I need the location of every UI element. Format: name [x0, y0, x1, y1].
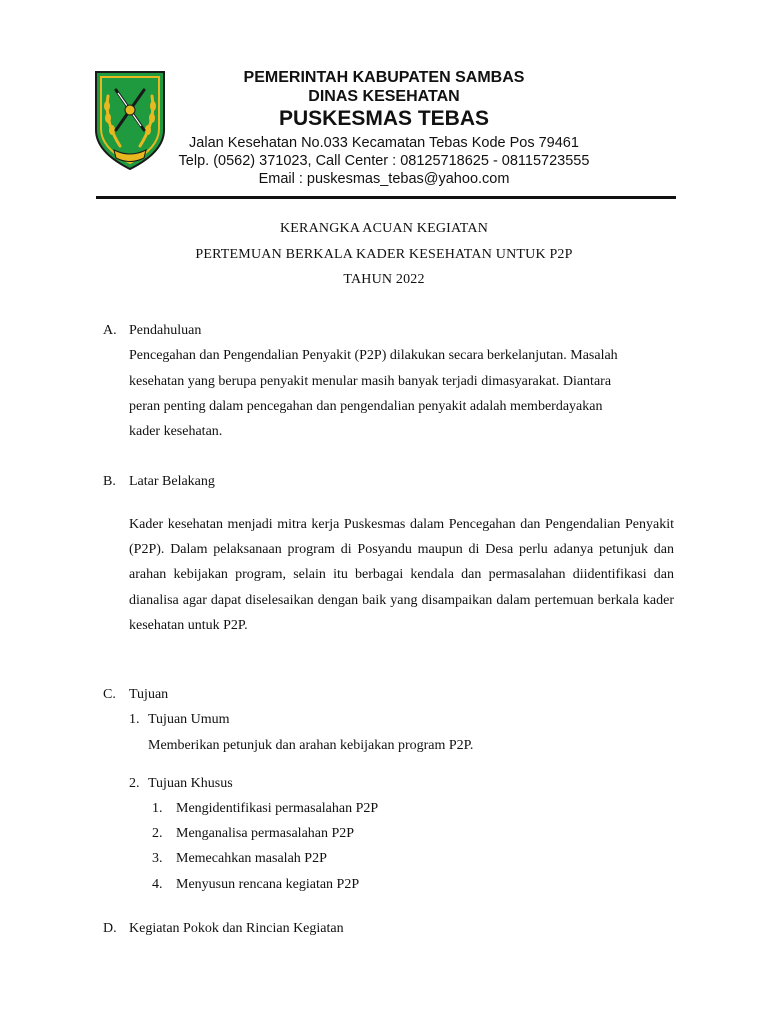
- letterhead-phone: Telp. (0562) 371023, Call Center : 08125718625 - 08115723555: [178, 153, 590, 169]
- section-b-paragraph: Kader kesehatan menjadi mitra kerja Puskesmas dalam Pencegahan dan Pengendalian Penyakit (P2P). Dalam pelaksanaan program di Posyandu maupun di Desa perlu adanya petunjuk dan arahan kebijakan program, selain itu berbagai kendala dan permasalahan diidentifikasi dan dianalisa agar dapat diselesaikan dengan baik yang disampaikan dalam pertemuan berkala kader kesehatan untuk P2P.: [129, 517, 674, 633]
- tujuan-khusus-item-number: 4.: [152, 877, 163, 892]
- section-a-line-2: kesehatan yang berupa penyakit menular masih banyak terjadi dimasyarakat. Diantara: [129, 374, 612, 389]
- section-a-letter: A.: [103, 323, 117, 338]
- tujuan-khusus-number: 2.: [129, 776, 140, 791]
- tujuan-umum-text: Memberikan petunjuk dan arahan kebijakan program P2P.: [148, 738, 474, 753]
- section-a-line-3: peran penting dalam pencegahan dan pengendalian penyakit adalah memberdayakan: [129, 399, 603, 414]
- tujuan-khusus-item-text: Menyusun rencana kegiatan P2P: [176, 877, 360, 892]
- document-title-line-2: PERTEMUAN BERKALA KADER KESEHATAN UNTUK P2P: [195, 247, 573, 262]
- tujuan-khusus-item-text: Menganalisa permasalahan P2P: [176, 826, 355, 841]
- section-c-heading: Tujuan: [129, 687, 169, 702]
- tujuan-khusus-item-number: 1.: [152, 801, 163, 816]
- tujuan-khusus-item-number: 2.: [152, 826, 163, 841]
- tujuan-khusus-item-number: 3.: [152, 851, 163, 866]
- tujuan-khusus-item-text: Memecahkan masalah P2P: [176, 851, 327, 866]
- section-a-line-4: kader kesehatan.: [129, 424, 223, 439]
- tujuan-khusus-label: Tujuan Khusus: [148, 776, 233, 791]
- document-title-line-3: TAHUN 2022: [343, 272, 425, 287]
- section-d-letter: D.: [103, 921, 117, 936]
- letterhead-institution: PUSKESMAS TEBAS: [278, 107, 490, 130]
- section-a-line-1: Pencegahan dan Pengendalian Penyakit (P2P) dilakukan secara berkelanjutan. Masalah: [129, 348, 618, 363]
- letterhead-divider: [96, 196, 676, 199]
- letterhead-government: PEMERINTAH KABUPATEN SAMBAS: [243, 69, 525, 86]
- letterhead-email: Email : puskesmas_tebas@yahoo.com: [258, 171, 510, 187]
- section-c-letter: C.: [103, 687, 116, 702]
- section-d-heading: Kegiatan Pokok dan Rincian Kegiatan: [129, 921, 344, 936]
- document-title-line-1: KERANGKA ACUAN KEGIATAN: [279, 221, 489, 236]
- tujuan-umum-number: 1.: [129, 712, 140, 727]
- tujuan-khusus-item-text: Mengidentifikasi permasalahan P2P: [176, 801, 379, 816]
- letterhead-address: Jalan Kesehatan No.033 Kecamatan Tebas Kode Pos 79461: [189, 135, 579, 151]
- section-b-heading: Latar Belakang: [129, 474, 215, 489]
- section-a-heading: Pendahuluan: [129, 323, 202, 338]
- section-b-letter: B.: [103, 474, 116, 489]
- letterhead-department: DINAS KESEHATAN: [308, 88, 460, 105]
- tujuan-umum-label: Tujuan Umum: [148, 712, 230, 727]
